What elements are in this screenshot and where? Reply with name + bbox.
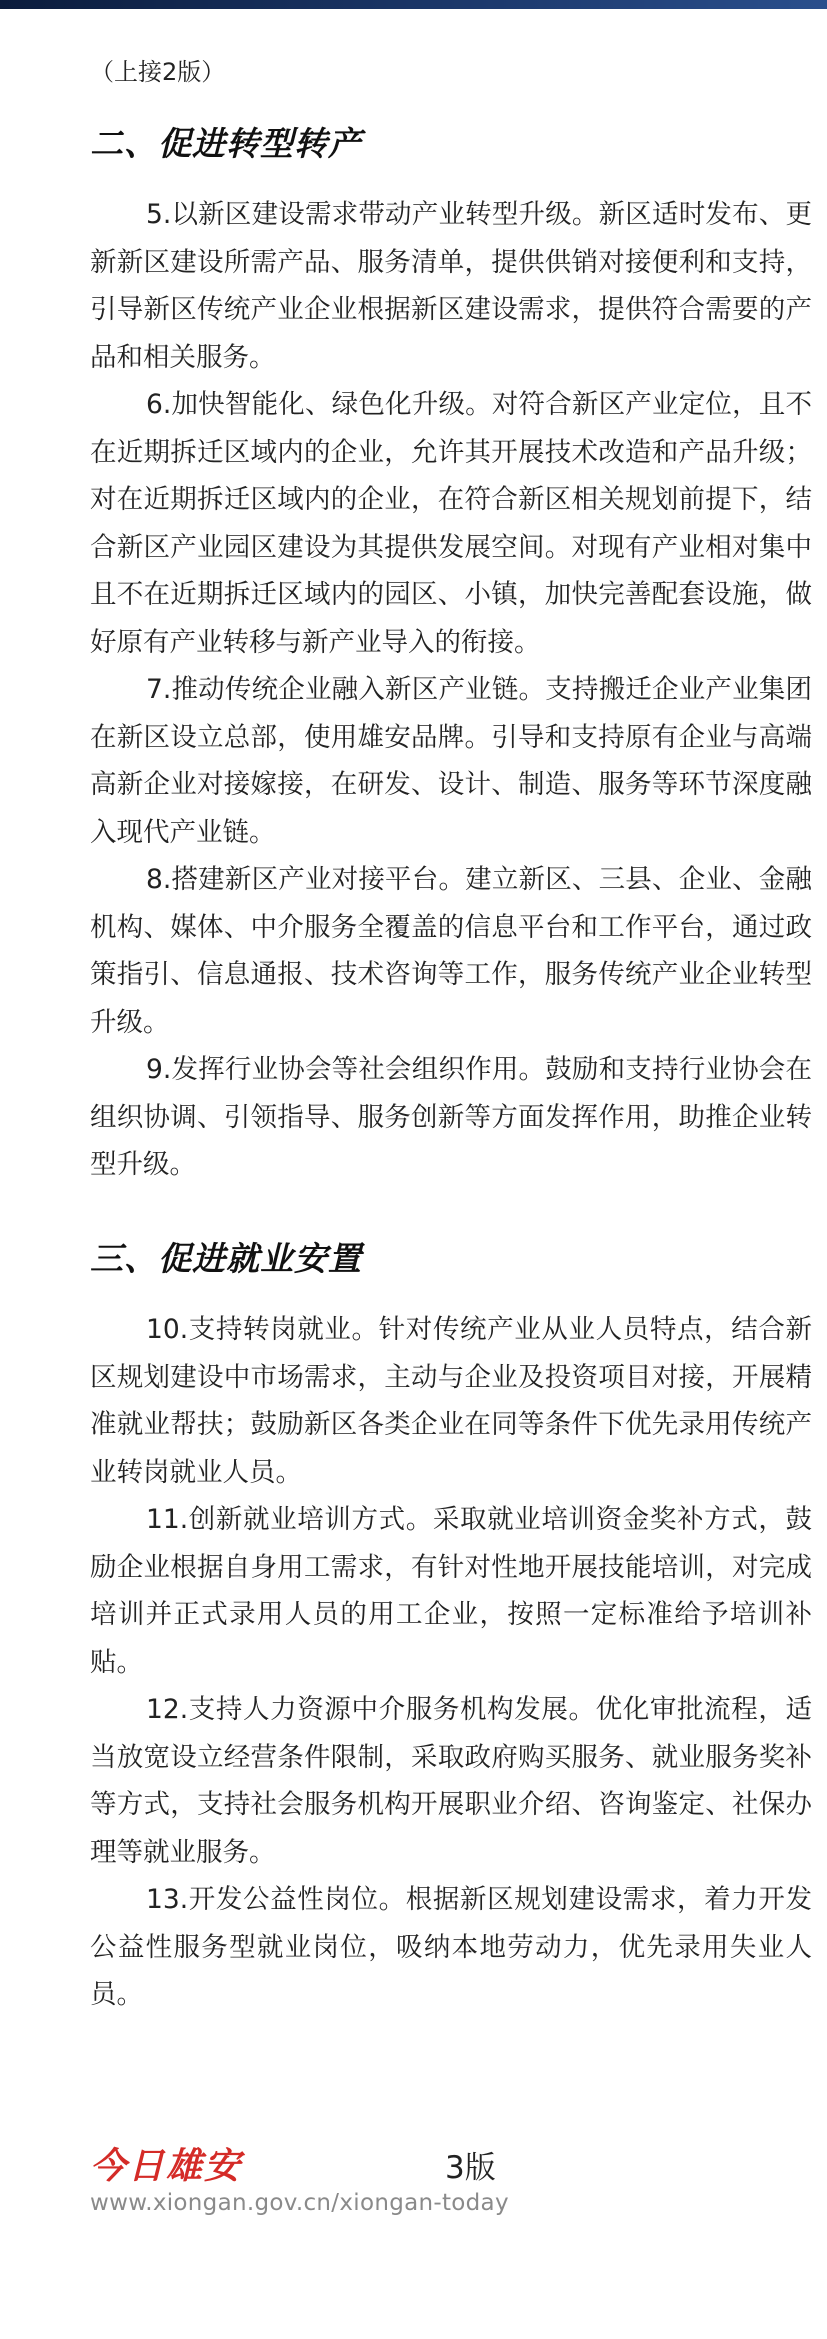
- paragraph-item-8: 8.搭建新区产业对接平台。建立新区、三县、企业、金融机构、媒体、中介服务全覆盖的信息平台和工作平台，通过政策指引、信息通报、技术咨询等工作，服务传统产业企业转型升级。: [90, 864, 812, 1038]
- paragraph-item-7: 7.推动传统企业融入新区产业链。支持搬迁企业产业集团在新区设立总部，使用雄安品牌。引导和支持原有企业与高端高新企业对接嫁接，在研发、设计、制造、服务等环节深度融入现代产业链。: [90, 674, 812, 848]
- section-heading-employment: 三、促进就业安置: [90, 1239, 362, 1278]
- newspaper-logo: 今日雄安: [90, 2145, 243, 2187]
- paragraph-item-5: 5.以新区建设需求带动产业转型升级。新区适时发布、更新新区建设所需产品、服务清单，提供供销对接便利和支持，引导新区传统产业企业根据新区建设需求，提供符合需要的产品和相关服务。: [90, 199, 812, 373]
- paragraph-item-9: 9.发挥行业协会等社会组织作用。鼓励和支持行业协会在组织协调、引领指导、服务创新等方面发挥作用，助推企业转型升级。: [90, 1054, 812, 1180]
- website-url: www.xiongan.gov.cn/xiongan-today: [90, 2190, 509, 2216]
- section-heading-transformation: 二、促进转型转产: [90, 124, 362, 163]
- paragraph-item-10: 10.支持转岗就业。针对传统产业从业人员特点，结合新区规划建设中市场需求，主动与企业及投资项目对接，开展精准就业帮扶；鼓励新区各类企业在同等条件下优先录用传统产业转岗就业人员。: [90, 1314, 812, 1488]
- continued-note: （上接2版）: [90, 58, 226, 86]
- top-accent-bar: [0, 0, 827, 9]
- paragraph-item-13: 13.开发公益性岗位。根据新区规划建设需求，着力开发公益性服务型就业岗位，吸纳本地劳动力，优先录用失业人员。: [90, 1884, 812, 2010]
- page-number: 3版: [445, 2150, 496, 2186]
- paragraph-item-12: 12.支持人力资源中介服务机构发展。优化审批流程，适当放宽设立经营条件限制，采取政府购买服务、就业服务奖补等方式，支持社会服务机构开展职业介绍、咨询鉴定、社保办理等就业服务。: [90, 1694, 812, 1868]
- paragraph-item-6: 6.加快智能化、绿色化升级。对符合新区产业定位，且不在近期拆迁区域内的企业，允许其开展技术改造和产品升级；对在近期拆迁区域内的企业，在符合新区相关规划前提下，结合新区产业园区建设为其提供发展空间。对现有产业相对集中且不在近期拆迁区域内的园区、小镇，加快完善配套设施，做好原有产业转移与新产业导入的衔接。: [90, 389, 812, 658]
- paragraph-item-11: 11.创新就业培训方式。采取就业培训资金奖补方式，鼓励企业根据自身用工需求，有针对性地开展技能培训，对完成培训并正式录用人员的用工企业，按照一定标准给予培训补贴。: [90, 1504, 812, 1678]
